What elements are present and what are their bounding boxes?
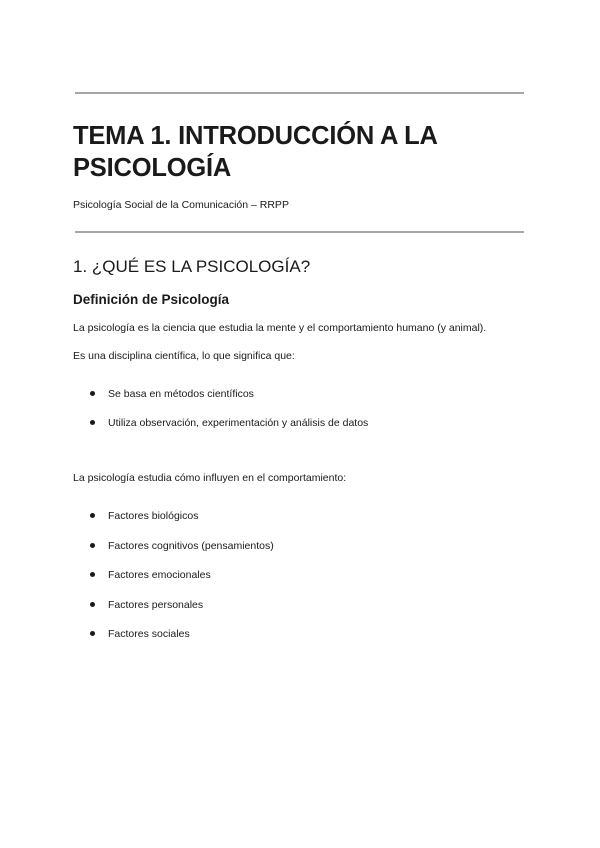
definition-paragraph: La psicología es la ciencia que estudia la mente y el comportamiento humano (y animal). — [73, 322, 487, 334]
section-heading: 1. ¿QUÉ ES LA PSICOLOGÍA? — [73, 257, 311, 276]
discipline-paragraph: Es una disciplina científica, lo que significa que: — [73, 350, 295, 362]
list-item-text: Utiliza observación, experimentación y análisis de datos — [108, 417, 369, 429]
list-item-text: Factores cognitivos (pensamientos) — [108, 539, 274, 552]
scientific-traits-list — [90, 387, 368, 445]
document-subtitle: Psicología Social de la Comunicación – RRPP — [73, 199, 289, 211]
list-item — [90, 416, 368, 430]
bullet-icon — [90, 420, 95, 425]
bullet-icon — [90, 391, 95, 396]
bullet-icon — [90, 602, 95, 607]
bullet-icon — [90, 631, 95, 636]
bullet-icon — [90, 513, 95, 518]
document-title-line-1: TEMA 1. INTRODUCCIÓN A LA — [73, 122, 438, 150]
list-item — [90, 539, 274, 553]
factors-intro-paragraph: La psicología estudia cómo influyen en el comportamiento: — [73, 472, 347, 484]
bullet-icon — [90, 543, 95, 548]
list-item-text: Se basa en métodos científicos — [108, 388, 254, 400]
list-item-text: Factores biológicos — [108, 510, 199, 522]
document-title-line-2: PSICOLOGÍA — [73, 154, 232, 182]
list-item — [90, 568, 274, 582]
list-item — [90, 598, 274, 612]
list-item-text: Factores personales — [108, 598, 204, 611]
section-divider — [75, 231, 524, 233]
list-item — [90, 509, 274, 523]
document-title — [73, 120, 533, 184]
factors-list — [90, 509, 274, 657]
subsection-heading: Definición de Psicología — [73, 292, 230, 307]
list-item — [90, 387, 368, 401]
bullet-icon — [90, 572, 95, 577]
list-item-text: Factores sociales — [108, 628, 190, 640]
list-item-text: Factores emocionales — [108, 569, 211, 581]
list-item — [90, 627, 274, 641]
top-divider — [75, 92, 524, 94]
